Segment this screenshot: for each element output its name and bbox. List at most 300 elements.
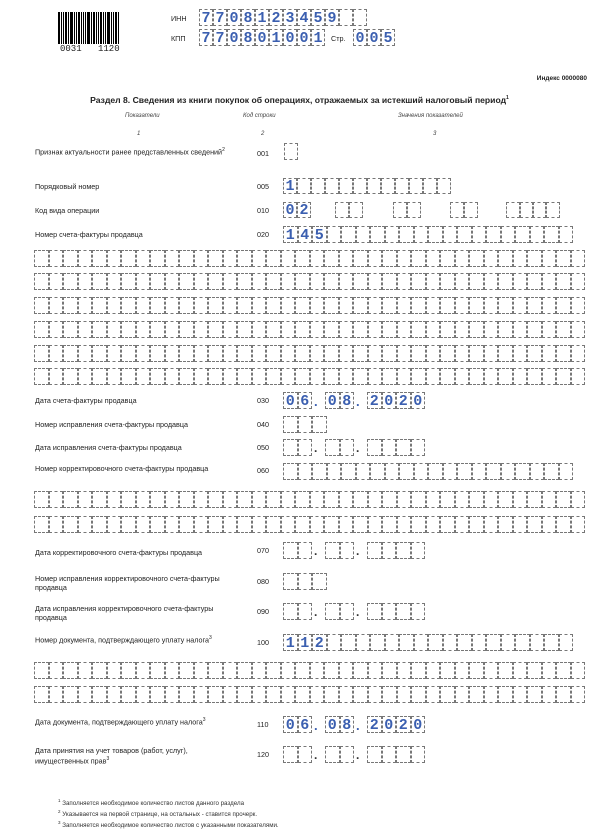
row-050-day-cell[interactable] [298, 439, 313, 456]
row-020-cont-cell[interactable] [194, 273, 209, 290]
row-030-year-cell[interactable]: 2 [367, 392, 382, 409]
row-020-cont-cell[interactable] [498, 297, 513, 314]
row-100-cont-cell[interactable] [208, 662, 223, 679]
row-005-cell[interactable] [353, 178, 367, 194]
row-005-cell[interactable] [367, 178, 381, 194]
row-060-cont-cell[interactable] [542, 516, 557, 533]
row-020-cont-cell[interactable] [179, 297, 194, 314]
row-060-cont-cell[interactable] [179, 516, 194, 533]
row-100-cell[interactable]: 1 [283, 634, 298, 651]
row-090-year-cell[interactable] [411, 603, 426, 620]
row-100-cell[interactable]: 2 [312, 634, 327, 651]
row-020-cont-cell[interactable] [165, 321, 180, 338]
row-060-cont-cell[interactable] [78, 491, 93, 508]
row-100-cont-cell[interactable] [324, 662, 339, 679]
row-020-cont-cell[interactable] [150, 273, 165, 290]
row-020-cont-cell[interactable] [165, 345, 180, 362]
row-020-cont-cell[interactable] [252, 297, 267, 314]
row-100-cont-cell[interactable] [237, 686, 252, 703]
row-100-cont-cell[interactable] [281, 686, 296, 703]
row-020-cont-cell[interactable] [440, 273, 455, 290]
row-050-month-cell[interactable] [325, 439, 340, 456]
row-020-cell[interactable] [399, 226, 414, 243]
row-060-cont-cell[interactable] [469, 516, 484, 533]
row-060-cont-cell[interactable] [223, 491, 238, 508]
row-020-cont-cell[interactable] [571, 273, 586, 290]
row-100-cont-cell[interactable] [571, 686, 586, 703]
row-090-month-cell[interactable] [325, 603, 340, 620]
inn-cell[interactable]: 7 [199, 9, 213, 26]
row-050-month-cell[interactable] [340, 439, 355, 456]
row-020-cont-cell[interactable] [281, 368, 296, 385]
row-100-cont-cell[interactable] [266, 662, 281, 679]
row-110-year-cell[interactable]: 2 [396, 716, 411, 733]
row-100-cell[interactable] [544, 634, 559, 651]
row-060-cell[interactable] [341, 463, 356, 480]
row-020-cell[interactable] [472, 226, 487, 243]
row-060-cont-cell[interactable] [397, 516, 412, 533]
row-020-cont-cell[interactable] [179, 321, 194, 338]
row-060-cont-cell[interactable] [527, 491, 542, 508]
row-020-cont-cell[interactable] [542, 273, 557, 290]
row-020-cont-cell[interactable] [252, 368, 267, 385]
row-020-cont-cell[interactable] [237, 368, 252, 385]
row-020-cont-cell[interactable] [324, 345, 339, 362]
row-020-cont-cell[interactable] [368, 250, 383, 267]
row-100-cont-cell[interactable] [411, 662, 426, 679]
row-100-cont-cell[interactable] [78, 662, 93, 679]
row-020-cont-cell[interactable] [266, 345, 281, 362]
row-100-cell[interactable] [530, 634, 545, 651]
row-100-cell[interactable] [356, 634, 371, 651]
row-020-cont-cell[interactable] [252, 345, 267, 362]
row-010-cell[interactable] [349, 202, 363, 218]
row-020-cont-cell[interactable] [92, 297, 107, 314]
row-020-cont-cell[interactable] [34, 297, 49, 314]
row-020-cont-cell[interactable] [150, 368, 165, 385]
row-020-cont-cell[interactable] [440, 321, 455, 338]
row-060-cont-cell[interactable] [469, 491, 484, 508]
row-020-cont-cell[interactable] [513, 297, 528, 314]
row-020-cont-cell[interactable] [136, 345, 151, 362]
row-020-cont-cell[interactable] [310, 321, 325, 338]
row-020-cont-cell[interactable] [252, 273, 267, 290]
row-020-cont-cell[interactable] [542, 321, 557, 338]
row-020-cont-cell[interactable] [455, 273, 470, 290]
row-070-day-cell[interactable] [283, 542, 298, 559]
row-020-cont-cell[interactable] [34, 321, 49, 338]
row-020-cont-cell[interactable] [121, 368, 136, 385]
row-020-cont-cell[interactable] [78, 250, 93, 267]
row-020-cont-cell[interactable] [310, 297, 325, 314]
row-020-cont-cell[interactable] [121, 250, 136, 267]
row-020-cont-cell[interactable] [426, 321, 441, 338]
row-020-cont-cell[interactable] [397, 297, 412, 314]
row-070-year-cell[interactable] [382, 542, 397, 559]
row-060-cont-cell[interactable] [556, 516, 571, 533]
row-020-cont-cell[interactable] [455, 345, 470, 362]
row-020-cont-cell[interactable] [556, 273, 571, 290]
row-020-cell[interactable] [486, 226, 501, 243]
row-020-cont-cell[interactable] [107, 321, 122, 338]
row-100-cont-cell[interactable] [34, 662, 49, 679]
row-020-cont-cell[interactable] [310, 250, 325, 267]
row-100-cont-cell[interactable] [556, 686, 571, 703]
row-110-month-cell[interactable]: 0 [325, 716, 340, 733]
row-020-cont-cell[interactable] [397, 345, 412, 362]
row-010-cell[interactable] [450, 202, 464, 218]
row-070-year-cell[interactable] [396, 542, 411, 559]
row-050-day-cell[interactable] [283, 439, 298, 456]
row-060-cont-cell[interactable] [513, 516, 528, 533]
row-100-cont-cell[interactable] [223, 686, 238, 703]
row-020-cell[interactable] [559, 226, 574, 243]
row-110-day-cell[interactable]: 0 [283, 716, 298, 733]
row-120-year-cell[interactable] [396, 746, 411, 763]
row-100-cont-cell[interactable] [426, 686, 441, 703]
row-100-cell[interactable] [327, 634, 342, 651]
row-020-cont-cell[interactable] [484, 345, 499, 362]
row-020-cont-cell[interactable] [63, 297, 78, 314]
row-120-month-cell[interactable] [325, 746, 340, 763]
row-020-cont-cell[interactable] [49, 368, 64, 385]
row-020-cont-cell[interactable] [382, 273, 397, 290]
row-100-cont-cell[interactable] [49, 662, 64, 679]
row-020-cont-cell[interactable] [339, 345, 354, 362]
row-020-cont-cell[interactable] [92, 250, 107, 267]
row-020-cell[interactable] [370, 226, 385, 243]
row-020-cont-cell[interactable] [121, 297, 136, 314]
row-060-cont-cell[interactable] [107, 491, 122, 508]
row-060-cont-cell[interactable] [455, 516, 470, 533]
row-020-cont-cell[interactable] [411, 297, 426, 314]
row-020-cont-cell[interactable] [513, 273, 528, 290]
row-020-cell[interactable]: 5 [312, 226, 327, 243]
row-100-cont-cell[interactable] [469, 686, 484, 703]
row-020-cont-cell[interactable] [571, 250, 586, 267]
row-070-month-cell[interactable] [325, 542, 340, 559]
row-020-cont-cell[interactable] [397, 273, 412, 290]
row-060-cont-cell[interactable] [310, 491, 325, 508]
row-060-cont-cell[interactable] [339, 491, 354, 508]
row-060-cell[interactable] [515, 463, 530, 480]
row-020-cont-cell[interactable] [484, 250, 499, 267]
row-100-cell[interactable] [443, 634, 458, 651]
row-010-cell[interactable] [546, 202, 560, 218]
row-100-cont-cell[interactable] [542, 686, 557, 703]
row-020-cont-cell[interactable] [63, 321, 78, 338]
row-100-cont-cell[interactable] [266, 686, 281, 703]
row-020-cont-cell[interactable] [397, 250, 412, 267]
row-020-cont-cell[interactable] [498, 273, 513, 290]
row-020-cont-cell[interactable] [165, 273, 180, 290]
row-100-cont-cell[interactable] [295, 662, 310, 679]
row-060-cont-cell[interactable] [78, 516, 93, 533]
row-100-cont-cell[interactable] [411, 686, 426, 703]
row-100-cont-cell[interactable] [324, 686, 339, 703]
row-020-cont-cell[interactable] [397, 368, 412, 385]
row-060-cont-cell[interactable] [281, 491, 296, 508]
row-005-cell[interactable] [409, 178, 423, 194]
row-120-month-cell[interactable] [340, 746, 355, 763]
row-060-cont-cell[interactable] [556, 491, 571, 508]
row-020-cont-cell[interactable] [469, 250, 484, 267]
row-020-cont-cell[interactable] [136, 250, 151, 267]
row-060-cont-cell[interactable] [455, 491, 470, 508]
row-020-cont-cell[interactable] [63, 250, 78, 267]
row-020-cont-cell[interactable] [78, 273, 93, 290]
row-060-cont-cell[interactable] [411, 491, 426, 508]
row-020-cont-cell[interactable] [353, 345, 368, 362]
row-090-day-cell[interactable] [283, 603, 298, 620]
row-020-cont-cell[interactable] [353, 250, 368, 267]
row-040-cell[interactable] [312, 416, 327, 433]
row-020-cont-cell[interactable] [136, 321, 151, 338]
inn-cell[interactable]: 9 [325, 9, 339, 26]
row-060-cont-cell[interactable] [194, 516, 209, 533]
row-060-cont-cell[interactable] [266, 491, 281, 508]
row-060-cont-cell[interactable] [150, 491, 165, 508]
row-020-cont-cell[interactable] [484, 368, 499, 385]
row-020-cont-cell[interactable] [571, 345, 586, 362]
row-020-cont-cell[interactable] [382, 250, 397, 267]
row-020-cont-cell[interactable] [556, 368, 571, 385]
row-100-cont-cell[interactable] [368, 686, 383, 703]
row-100-cell[interactable] [559, 634, 574, 651]
row-080-cell[interactable] [312, 573, 327, 590]
row-010-cell[interactable]: 2 [297, 202, 311, 218]
row-100-cell[interactable] [341, 634, 356, 651]
row-060-cont-cell[interactable] [484, 516, 499, 533]
row-020-cont-cell[interactable] [208, 368, 223, 385]
row-020-cont-cell[interactable] [455, 321, 470, 338]
row-100-cell[interactable] [370, 634, 385, 651]
row-100-cont-cell[interactable] [455, 686, 470, 703]
row-030-year-cell[interactable]: 0 [411, 392, 426, 409]
row-020-cont-cell[interactable] [542, 297, 557, 314]
row-005-cell[interactable] [423, 178, 437, 194]
row-020-cont-cell[interactable] [295, 250, 310, 267]
row-060-cont-cell[interactable] [324, 491, 339, 508]
row-020-cont-cell[interactable] [49, 345, 64, 362]
row-020-cont-cell[interactable] [440, 297, 455, 314]
row-070-year-cell[interactable] [367, 542, 382, 559]
row-100-cont-cell[interactable] [310, 686, 325, 703]
row-020-cont-cell[interactable] [165, 297, 180, 314]
row-100-cont-cell[interactable] [150, 662, 165, 679]
row-020-cont-cell[interactable] [411, 321, 426, 338]
row-060-cont-cell[interactable] [571, 491, 586, 508]
row-100-cont-cell[interactable] [194, 686, 209, 703]
row-070-year-cell[interactable] [411, 542, 426, 559]
row-020-cont-cell[interactable] [426, 368, 441, 385]
row-020-cont-cell[interactable] [426, 273, 441, 290]
row-100-cell[interactable] [428, 634, 443, 651]
row-020-cont-cell[interactable] [353, 368, 368, 385]
row-060-cont-cell[interactable] [571, 516, 586, 533]
row-060-cell[interactable] [530, 463, 545, 480]
row-100-cont-cell[interactable] [107, 662, 122, 679]
row-020-cont-cell[interactable] [542, 345, 557, 362]
row-020-cont-cell[interactable] [411, 273, 426, 290]
row-010-cell[interactable] [506, 202, 520, 218]
row-110-day-cell[interactable]: 6 [298, 716, 313, 733]
row-060-cont-cell[interactable] [223, 516, 238, 533]
row-030-day-cell[interactable]: 0 [283, 392, 298, 409]
row-100-cont-cell[interactable] [179, 686, 194, 703]
row-020-cont-cell[interactable] [49, 297, 64, 314]
row-060-cell[interactable] [298, 463, 313, 480]
row-020-cont-cell[interactable] [527, 321, 542, 338]
row-020-cont-cell[interactable] [92, 345, 107, 362]
row-060-cell[interactable] [443, 463, 458, 480]
row-060-cont-cell[interactable] [353, 491, 368, 508]
inn-cell[interactable] [353, 9, 367, 26]
row-060-cont-cell[interactable] [136, 516, 151, 533]
row-100-cont-cell[interactable] [426, 662, 441, 679]
row-020-cont-cell[interactable] [324, 273, 339, 290]
row-020-cont-cell[interactable] [136, 368, 151, 385]
row-100-cont-cell[interactable] [34, 686, 49, 703]
row-100-cont-cell[interactable] [542, 662, 557, 679]
row-020-cont-cell[interactable] [368, 273, 383, 290]
row-020-cont-cell[interactable] [107, 368, 122, 385]
row-100-cont-cell[interactable] [440, 686, 455, 703]
row-060-cell[interactable] [385, 463, 400, 480]
row-020-cont-cell[interactable] [208, 321, 223, 338]
row-100-cont-cell[interactable] [556, 662, 571, 679]
inn-cell[interactable] [339, 9, 353, 26]
row-020-cont-cell[interactable] [484, 297, 499, 314]
row-100-cont-cell[interactable] [78, 686, 93, 703]
row-020-cont-cell[interactable] [63, 345, 78, 362]
row-060-cont-cell[interactable] [281, 516, 296, 533]
row-020-cont-cell[interactable] [513, 321, 528, 338]
row-100-cont-cell[interactable] [223, 662, 238, 679]
row-020-cont-cell[interactable] [353, 297, 368, 314]
row-020-cont-cell[interactable] [150, 321, 165, 338]
row-020-cont-cell[interactable] [208, 250, 223, 267]
row-020-cont-cell[interactable] [339, 321, 354, 338]
row-100-cont-cell[interactable] [469, 662, 484, 679]
row-020-cont-cell[interactable] [237, 345, 252, 362]
row-100-cell[interactable]: 1 [298, 634, 313, 651]
row-020-cont-cell[interactable] [324, 321, 339, 338]
row-020-cont-cell[interactable] [179, 345, 194, 362]
row-060-cell[interactable] [501, 463, 516, 480]
row-020-cont-cell[interactable] [498, 368, 513, 385]
row-020-cont-cell[interactable] [49, 321, 64, 338]
row-020-cell[interactable] [457, 226, 472, 243]
row-020-cont-cell[interactable] [382, 321, 397, 338]
row-005-cell[interactable]: 1 [283, 178, 297, 194]
row-020-cont-cell[interactable] [455, 250, 470, 267]
row-100-cont-cell[interactable] [136, 662, 151, 679]
row-020-cont-cell[interactable] [469, 321, 484, 338]
row-020-cont-cell[interactable] [527, 368, 542, 385]
row-020-cont-cell[interactable] [310, 368, 325, 385]
kpp-cell[interactable]: 1 [269, 29, 283, 46]
row-020-cont-cell[interactable] [208, 273, 223, 290]
row-100-cell[interactable] [501, 634, 516, 651]
row-060-cont-cell[interactable] [382, 516, 397, 533]
row-020-cont-cell[interactable] [382, 368, 397, 385]
row-020-cont-cell[interactable] [34, 250, 49, 267]
row-020-cont-cell[interactable] [223, 368, 238, 385]
row-020-cont-cell[interactable] [571, 321, 586, 338]
inn-cell[interactable]: 2 [269, 9, 283, 26]
row-020-cont-cell[interactable] [223, 321, 238, 338]
row-020-cont-cell[interactable] [78, 321, 93, 338]
row-020-cont-cell[interactable] [295, 345, 310, 362]
kpp-cell[interactable]: 0 [255, 29, 269, 46]
row-060-cont-cell[interactable] [368, 516, 383, 533]
row-020-cont-cell[interactable] [92, 273, 107, 290]
row-020-cont-cell[interactable] [310, 345, 325, 362]
row-020-cell[interactable] [327, 226, 342, 243]
row-060-cont-cell[interactable] [295, 491, 310, 508]
row-060-cont-cell[interactable] [440, 516, 455, 533]
row-060-cont-cell[interactable] [310, 516, 325, 533]
row-020-cont-cell[interactable] [194, 297, 209, 314]
row-020-cont-cell[interactable] [34, 345, 49, 362]
row-020-cont-cell[interactable] [440, 368, 455, 385]
row-020-cont-cell[interactable] [281, 273, 296, 290]
kpp-cell[interactable]: 0 [283, 29, 297, 46]
row-100-cont-cell[interactable] [107, 686, 122, 703]
page-cell[interactable]: 5 [381, 29, 395, 46]
row-020-cont-cell[interactable] [571, 368, 586, 385]
row-100-cont-cell[interactable] [92, 686, 107, 703]
row-110-year-cell[interactable]: 0 [411, 716, 426, 733]
row-020-cont-cell[interactable] [34, 273, 49, 290]
row-020-cell[interactable] [385, 226, 400, 243]
row-020-cont-cell[interactable] [527, 297, 542, 314]
row-050-year-cell[interactable] [411, 439, 426, 456]
row-020-cont-cell[interactable] [63, 273, 78, 290]
row-060-cell[interactable] [312, 463, 327, 480]
row-020-cont-cell[interactable] [107, 273, 122, 290]
row-010-cell[interactable] [464, 202, 478, 218]
row-020-cell[interactable] [356, 226, 371, 243]
row-060-cont-cell[interactable] [237, 516, 252, 533]
row-020-cont-cell[interactable] [411, 368, 426, 385]
row-020-cont-cell[interactable] [411, 250, 426, 267]
row-060-cell[interactable] [428, 463, 443, 480]
row-050-year-cell[interactable] [367, 439, 382, 456]
row-060-cont-cell[interactable] [426, 516, 441, 533]
row-020-cont-cell[interactable] [237, 321, 252, 338]
row-020-cont-cell[interactable] [49, 273, 64, 290]
row-020-cont-cell[interactable] [150, 250, 165, 267]
row-020-cont-cell[interactable] [324, 368, 339, 385]
row-100-cont-cell[interactable] [252, 662, 267, 679]
row-020-cont-cell[interactable] [194, 321, 209, 338]
row-020-cont-cell[interactable] [150, 345, 165, 362]
row-020-cont-cell[interactable] [266, 321, 281, 338]
row-080-cell[interactable] [283, 573, 298, 590]
row-020-cont-cell[interactable] [281, 297, 296, 314]
row-020-cont-cell[interactable] [368, 297, 383, 314]
row-020-cont-cell[interactable] [237, 297, 252, 314]
row-020-cell[interactable] [428, 226, 443, 243]
row-060-cont-cell[interactable] [92, 516, 107, 533]
row-020-cont-cell[interactable] [223, 250, 238, 267]
row-020-cont-cell[interactable] [252, 250, 267, 267]
row-020-cont-cell[interactable] [136, 297, 151, 314]
row-020-cont-cell[interactable] [121, 321, 136, 338]
row-100-cont-cell[interactable] [150, 686, 165, 703]
